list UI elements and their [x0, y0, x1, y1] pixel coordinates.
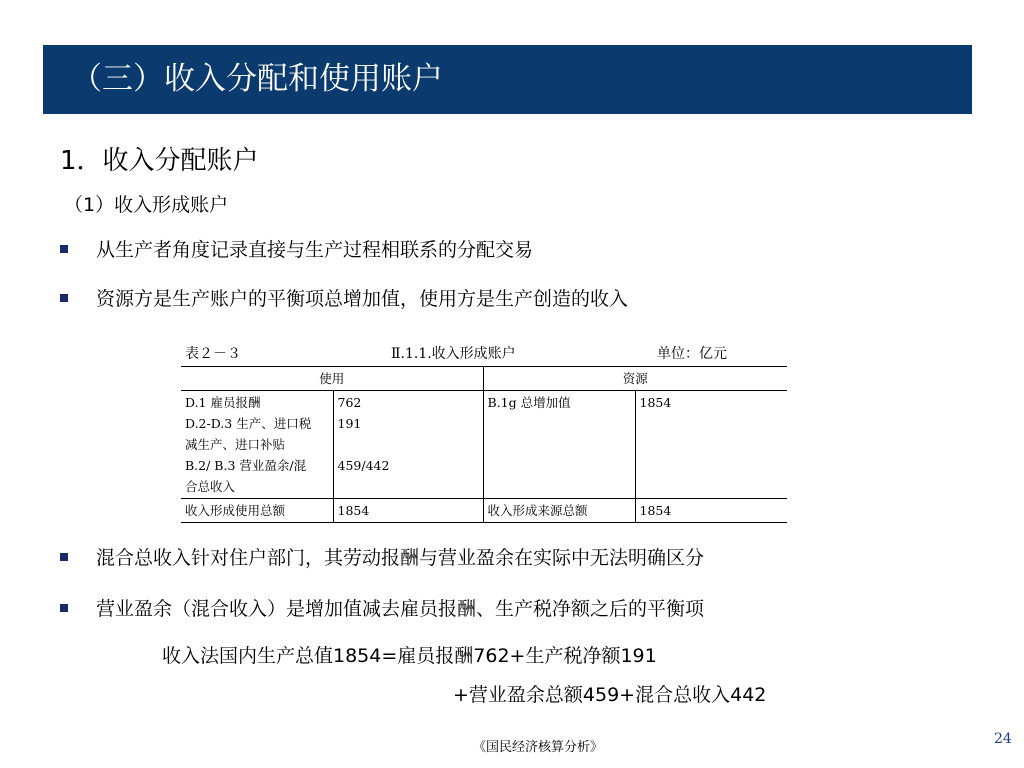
bullet-square-icon [60, 604, 68, 612]
table-caption [181, 340, 787, 366]
table-body-row [181, 391, 787, 499]
bullet-item [60, 235, 533, 262]
use-label: D.2-D.3 生产、进口税 [185, 416, 312, 431]
total-resource-value: 1854 [635, 499, 787, 523]
header-resource: 资源 [483, 367, 787, 391]
income-formation-table [181, 340, 787, 523]
total-use-value: 1854 [333, 499, 483, 523]
total-use-label: 收入形成使用总额 [181, 499, 333, 523]
table-total-row [181, 499, 787, 523]
section-heading: 1．收入分配账户 [60, 146, 259, 176]
resource-label: B.1g 总增加值 [487, 395, 571, 410]
use-value: 459/442 [337, 458, 390, 473]
bullet-square-icon [60, 245, 68, 253]
table-title: Ⅱ.1.1.收入形成账户 [391, 346, 516, 362]
slide-title: （三）收入分配和使用账户 [43, 45, 972, 114]
use-label: D.1 雇员报酬 [185, 395, 261, 410]
footer-book-title: 《国民经济核算分析》 [473, 740, 604, 755]
formula-line-2: +营业盈余总额459+混合总收入442 [453, 684, 767, 706]
bullet-text: 混合总收入针对住户部门，其劳动报酬与营业盈余在实际中无法明确区分 [96, 547, 705, 569]
page-number: 24 [994, 731, 1012, 747]
bullet-text: 从生产者角度记录直接与生产过程相联系的分配交易 [96, 239, 534, 261]
use-label: B.2/ B.3 营业盈余/混 [185, 458, 307, 473]
bullet-text: 营业盈余（混合收入）是增加值减去雇员报酬、生产税净额之后的平衡项 [96, 598, 705, 620]
use-value: 191 [337, 416, 362, 431]
table-unit: 单位：亿元 [657, 346, 727, 362]
bullet-item [60, 594, 704, 621]
header-use: 使用 [181, 367, 483, 391]
resource-values [635, 391, 787, 499]
bullet-item [60, 284, 628, 311]
use-label: 减生产、进口补贴 [185, 437, 286, 452]
account-table [181, 366, 787, 523]
bullet-square-icon [60, 553, 68, 561]
table-header-row [181, 367, 787, 391]
bullet-item [60, 543, 704, 570]
total-resource-label: 收入形成来源总额 [483, 499, 635, 523]
use-label: 合总收入 [185, 479, 236, 494]
subsection-heading: （1）收入形成账户 [64, 194, 229, 216]
bullet-square-icon [60, 294, 68, 302]
use-labels [181, 391, 333, 499]
use-value: 762 [337, 395, 362, 410]
resource-value: 1854 [639, 395, 672, 410]
bullet-text: 资源方是生产账户的平衡项总增加值，使用方是生产创造的收入 [96, 288, 629, 310]
use-values [333, 391, 483, 499]
formula-line-1: 收入法国内生产总值1854=雇员报酬762+生产税净额191 [162, 645, 657, 667]
resource-labels [483, 391, 635, 499]
table-number: 表２－３ [185, 346, 241, 362]
